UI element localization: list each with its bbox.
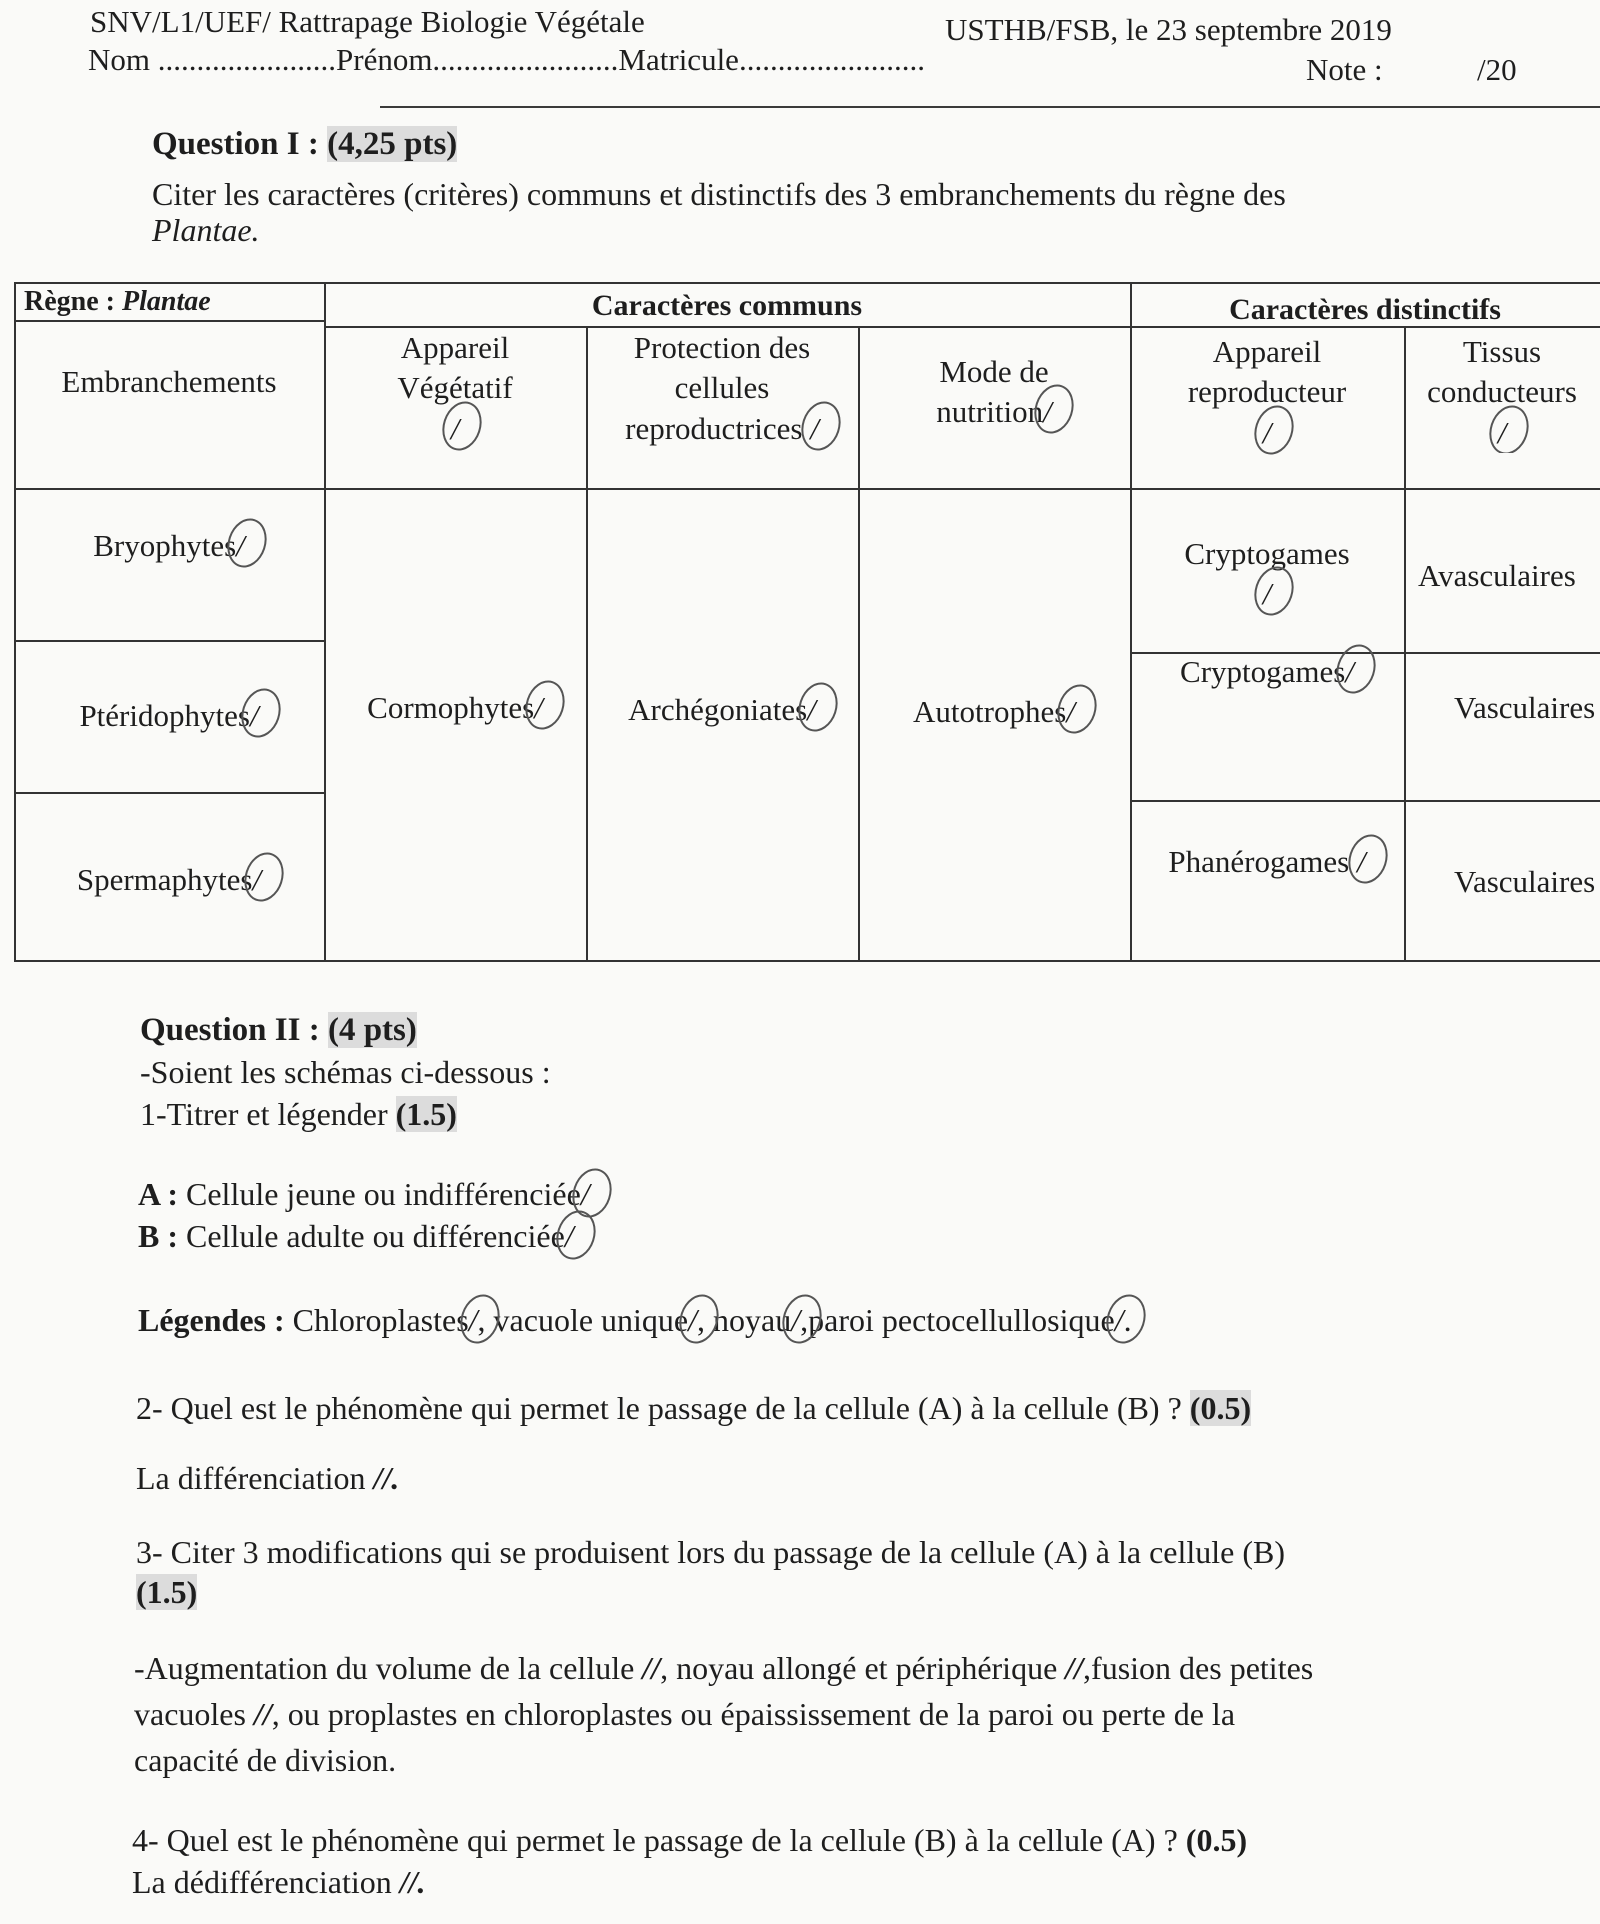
row-bryophytes: Bryophytes/ (14, 526, 324, 566)
note-value: /20 (1477, 52, 1517, 87)
question2-title: Question II : (4 pts) (140, 1012, 417, 1048)
row-spermaphytes: Spermaphytes/ (14, 860, 324, 900)
col-appareil-vegetatif: Appareil Végétatif / (324, 328, 586, 449)
group-common: Caractères communs (591, 289, 863, 322)
question1-text-line1: Citer les caractères (critères) communs et distinctifs des 3 embranchements du règne des (152, 176, 1286, 212)
q3-points: (1.5) (136, 1574, 198, 1610)
answer-cell-b: B : Cellule adulte ou différenciée/ (138, 1218, 574, 1254)
group-distinct: Caractères distinctifs (1229, 293, 1501, 326)
table-line (14, 282, 1600, 284)
value-archegoniates: Archégoniates/ (586, 690, 858, 730)
question2-sub1: 1-Titrer et légender (1.5) (140, 1096, 457, 1132)
header-course: SNV/L1/UEF/ Rattrapage Biologie Végétale (90, 4, 645, 39)
value-avasculaires: Avasculaires (1418, 558, 1576, 593)
header-rule (380, 106, 1600, 108)
table-line (14, 488, 1600, 490)
table-line (14, 792, 324, 794)
col-appareil-reproducteur: Appareil reproducteur / (1130, 332, 1404, 453)
col-tissus-conducteurs: Tissus conducteurs / (1404, 332, 1600, 453)
value-cryptogames-1: Cryptogames / (1130, 534, 1404, 615)
header-student-fields: Nom .......................Prénom........................Matricule........................ (88, 42, 925, 77)
value-cormophytes: Cormophytes/ (324, 688, 586, 728)
corner-label: Règne : Plantae (24, 286, 211, 317)
value-phanerogames: Phanérogames / (1130, 842, 1404, 882)
value-vasculaires-1: Vasculaires (1454, 690, 1596, 725)
question1-title: Question I : (4,25 pts) (152, 126, 458, 162)
plantae-table (14, 282, 1600, 962)
value-cryptogames-2: Cryptogames/ (1130, 652, 1404, 692)
q3-line: 3- Citer 3 modifications qui se produisent lors du passage de la cellule (A) à la cellule (B) (136, 1534, 1285, 1570)
table-line (14, 640, 324, 642)
col-protection: Protection des cellules reproductrices / (586, 328, 858, 449)
legendes-line: Légendes : Chloroplastes/, vacuole unique/, noyau/,paroi pectocellullosique/. (138, 1302, 1132, 1338)
value-vasculaires-2: Vasculaires (1454, 864, 1596, 899)
note-label: Note : (1306, 52, 1383, 87)
row-header-embranchements: Embranchements (61, 364, 277, 399)
value-autotrophes: Autotrophes/ (858, 692, 1130, 732)
q2-answer: La différenciation //. (136, 1460, 400, 1496)
header-date: USTHB/FSB, le 23 septembre 2019 (945, 12, 1392, 47)
table-line (1130, 800, 1600, 802)
question1-text-line2: Plantae. (152, 212, 260, 248)
q2-line: 2- Quel est le phénomène qui permet le passage de la cellule (A) à la cellule (B) ? (0.5) (136, 1390, 1252, 1426)
q3-answer-line2: vacuoles //, ou proplastes en chloroplastes ou épaississement de la paroi ou perte de la (134, 1696, 1236, 1732)
question2-intro: -Soient les schémas ci-dessous : (140, 1054, 551, 1090)
q4-answer: La dédifférenciation //. (132, 1864, 426, 1900)
q3-answer-line1: -Augmentation du volume de la cellule //, noyau allongé et périphérique //,fusion des petites (134, 1650, 1314, 1686)
col-mode-nutrition: Mode de nutrition/ (858, 352, 1130, 433)
q4-line: 4- Quel est le phénomène qui permet le passage de la cellule (B) à la cellule (A) ? (0.5) (132, 1822, 1248, 1858)
table-line (14, 960, 1600, 962)
row-pteridophytes: Ptéridophytes/ (14, 696, 324, 736)
answer-cell-a: A : Cellule jeune ou indifférenciée/ (138, 1176, 590, 1212)
q3-answer-line3: capacité de division. (134, 1742, 397, 1778)
